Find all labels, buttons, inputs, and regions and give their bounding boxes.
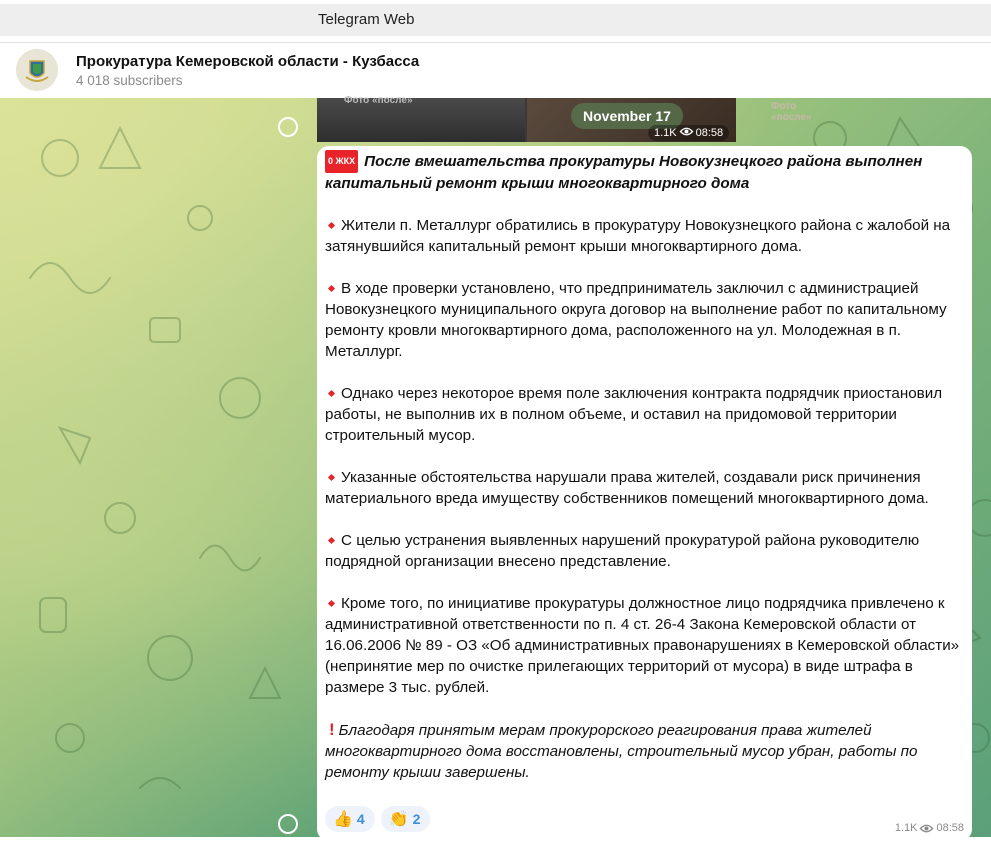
red-diamond-icon (328, 537, 335, 544)
photo-caption-right: Фото «после» (771, 101, 812, 123)
reaction-clap[interactable]: 👏 2 (381, 806, 431, 832)
message-meta (895, 822, 964, 834)
exclamation-icon: ! (329, 720, 335, 739)
subscriber-count: 4 018 subscribers (76, 73, 183, 88)
paragraph: Кроме того, по инициативе прокуратуры должностное лицо подрядчика привлечено к административной ответственности по п. 4 ст. 26-4 Закона Кемеровской области от 16.06.2006 № 89 - ОЗ «Об административных правонарушениях в Кемеровской области» (непринятие мер по очистке прилегающих территорий от мусора) в виде штрафа в размере 3 тыс. рублей. (325, 595, 960, 696)
clap-icon: 👏 (388, 811, 409, 828)
message-views: 1.1K (894, 822, 918, 834)
photo-views: 1.1K (654, 127, 677, 139)
browser-titlebar (0, 0, 991, 42)
paragraph: Однако через некоторое время поле заключения контракта подрядчик приостановил работы, не выполнив их в полном объеме, и оставил на придомовой территории строительный мусор. (325, 385, 943, 444)
eye-icon (680, 125, 693, 141)
channel-avatar[interactable] (16, 49, 58, 91)
browser-tab[interactable] (0, 4, 991, 36)
eye-icon (920, 824, 933, 833)
paragraph: С целью устранения выявленных нарушений прокуратурой района руководителю подрядной организации внесено представление. (325, 532, 920, 570)
red-diamond-icon (328, 285, 335, 292)
message-title-line (325, 150, 970, 194)
chat-area[interactable] (0, 95, 991, 837)
paragraph: В ходе проверки установлено, что предприниматель заключил с администрацией Новокузнецкого муниципального округа договор на выполнение работ по капитальному ремонту кровли многоквартирного дома, расположенного на ул. Молодежная в п. Металлург. (325, 280, 947, 360)
message-bubble[interactable] (317, 146, 972, 841)
photo-time: 08:58 (695, 127, 724, 139)
message-text (325, 150, 970, 804)
red-diamond-icon (328, 474, 335, 481)
select-message-circle[interactable] (278, 814, 298, 834)
red-diamond-icon (328, 600, 335, 607)
zhkh-badge: 0 ЖКХ (325, 150, 358, 173)
photo-meta (648, 125, 729, 141)
red-diamond-icon (328, 390, 335, 397)
photo-caption-left: Фото «после» (344, 95, 413, 106)
message-title: После вмешательства прокуратуры Новокузнецкого района выполнен капитальный ремонт крыши многоквартирного дома (325, 153, 923, 192)
paragraph: Указанные обстоятельства нарушали права жителей, создавали риск причинения материального вреда имуществу собственников помещений многоквартирного дома. (325, 469, 929, 507)
paragraph: Жители п. Металлург обратились в прокуратуру Новокузнецкого района с жалобой на затянувшийся капитальный ремонт крыши многоквартирного дома. (325, 217, 951, 255)
reaction-thumbs-up[interactable]: 👍 4 (325, 806, 375, 832)
thumbs-up-icon: 👍 (333, 811, 353, 828)
tab-title: Telegram Web (318, 11, 415, 28)
conclusion: ! Благодаря принятым мерам прокурорского реагирования права жителей многоквартирного дома восстановлены, строительный мусор убран, работы по ремонту крыши завершены. (325, 720, 918, 781)
red-diamond-icon (328, 222, 335, 229)
message-time: 08:58 (936, 822, 964, 834)
reactions-bar (325, 806, 436, 832)
photo-after-1[interactable] (317, 95, 525, 142)
channel-name: Прокуратура Кемеровской области - Кузбасса (76, 53, 420, 70)
select-photo-circle[interactable] (278, 117, 298, 137)
date-separator: November 17 (571, 103, 683, 129)
chat-header[interactable] (0, 42, 991, 99)
